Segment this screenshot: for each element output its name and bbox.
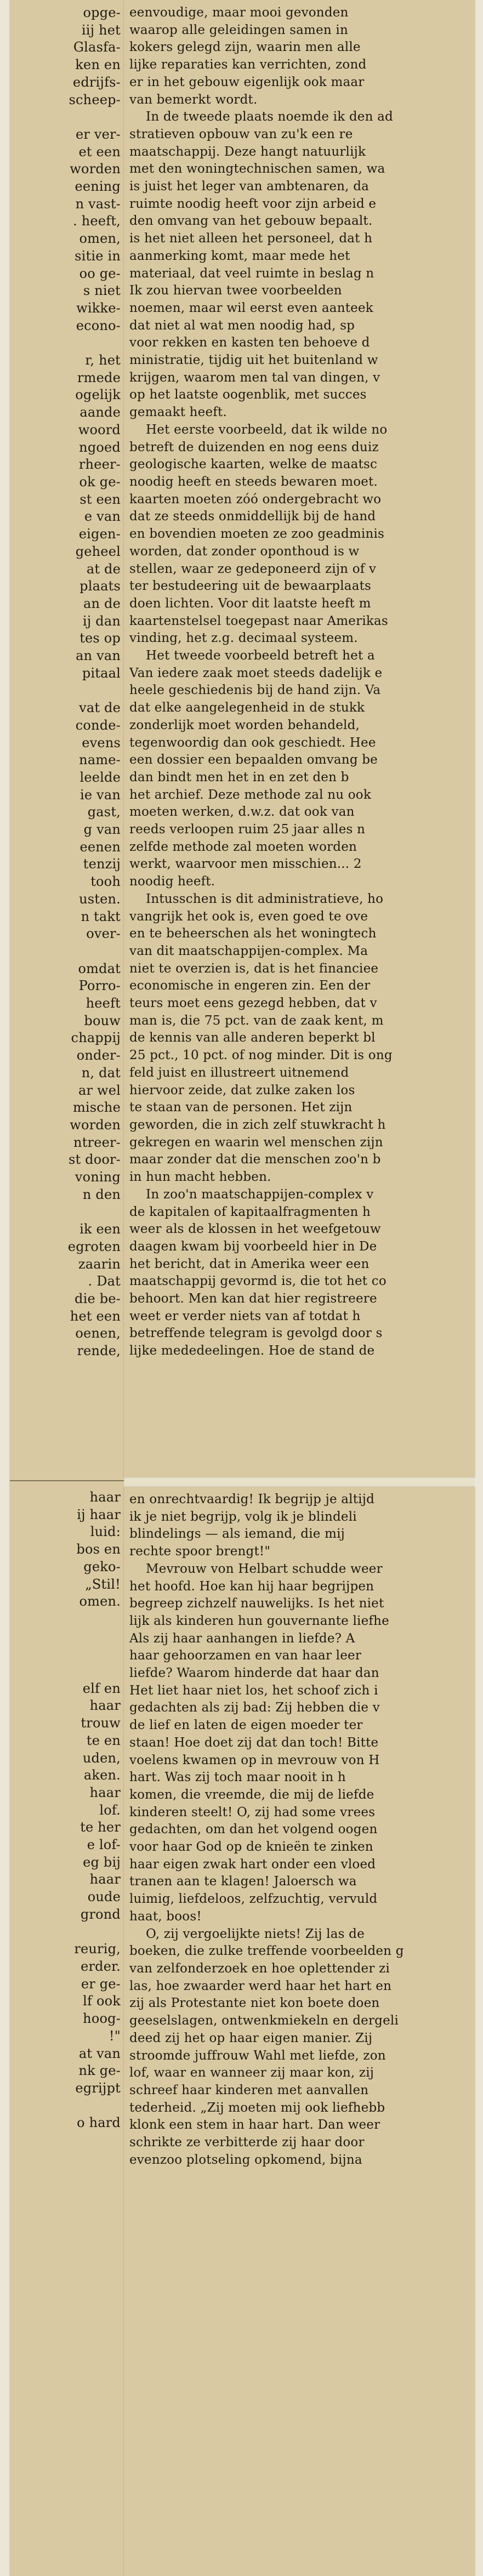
text-line: geologische kaarten, welke de maatsc <box>129 457 378 472</box>
text-line: rmede <box>77 369 121 385</box>
text-line: de kennis van alle anderen beperkt bl <box>129 1031 376 1045</box>
text-line: voelens kwamen op in mevrouw von H <box>129 1753 380 1767</box>
text-line: gedachten als zij bad: Zij hebben die v <box>129 1701 380 1715</box>
text-line: en onrechtvaardig! Ik begrijp je altijd <box>129 1492 374 1506</box>
text-line: In zoo'n maatschappijen-complex v <box>129 1187 374 1202</box>
text-line: man is, die 75 pct. van de zaak kent, m <box>129 1013 384 1028</box>
text-line: ie van <box>79 787 121 803</box>
text-line: reeds verloopen ruim 25 jaar alles n <box>129 822 366 837</box>
text-line: gedachten, om dan het volgend oogen <box>129 1822 378 1837</box>
text-line: Mevrouw von Helbart schudde weer <box>129 1561 383 1576</box>
text-line: ok ge- <box>79 474 121 490</box>
text-line <box>15 1924 121 1941</box>
text-line: aken. <box>83 1767 121 1783</box>
text-line: materiaal, dat veel ruimte in beslag n <box>129 266 374 281</box>
text-line: kokers gelegd zijn, waarin men alle <box>129 40 361 55</box>
text-line: tranen aan te klagen! Jaloersch wa <box>129 1874 357 1889</box>
text-line: name- <box>79 752 121 768</box>
text-line: is het niet alleen het personeel, dat h <box>129 231 373 246</box>
text-line: g van <box>83 822 121 838</box>
text-line <box>15 1628 121 1646</box>
text-line: nk ge- <box>78 2063 121 2079</box>
left-column-bottom <box>15 1489 121 2132</box>
text-line: tegenwoordig dan ook geschiedt. Hee <box>129 735 376 750</box>
text-line: liefde? Waarom hinderde dat haar dan <box>129 1666 379 1681</box>
text-line: behoort. Men kan dat hier registreere <box>129 1292 377 1306</box>
text-line: eening <box>75 179 121 195</box>
text-line: an de <box>83 595 121 611</box>
text-line: te staan van de personen. Het zijn <box>129 1100 353 1115</box>
text-line: conde- <box>75 717 121 733</box>
text-line: kaartenstelsel toegepast naar Amerikas <box>129 613 388 628</box>
text-line: at de <box>86 561 121 577</box>
text-line: st door- <box>68 1152 121 1168</box>
text-line: In de tweede plaats noemde ik den ad <box>129 110 393 124</box>
text-line: ij dan <box>82 613 121 629</box>
text-line: plaats <box>79 578 121 594</box>
text-line: haar <box>89 1489 121 1505</box>
text-line: weer als de klossen in het weefgetouw <box>129 1222 381 1237</box>
text-line: wikke- <box>76 300 121 316</box>
text-line: over- <box>86 926 121 942</box>
text-line: zonderlijk moet worden behandeld, <box>129 718 360 732</box>
text-line: van bemerkt wordt. <box>129 92 258 107</box>
text-line: woord <box>78 422 121 437</box>
text-line: eg bij <box>83 1854 121 1870</box>
text-line: Porro- <box>78 978 121 994</box>
text-line: weet er verder niets van af totdat h <box>129 1309 361 1323</box>
text-line: an van <box>76 648 121 664</box>
text-line: vinding, het z.g. decimaal systeem. <box>129 631 358 646</box>
text-line: oenen, <box>75 1326 121 1341</box>
text-line: op het laatste oogenblik, met succes <box>129 388 367 402</box>
text-line: n, dat <box>81 1065 121 1081</box>
text-line: ministratie, tijdig uit het buitenland w <box>129 353 378 368</box>
text-line: van dit maatschappijen-complex. Ma <box>129 943 368 958</box>
text-line: ruimte noodig heeft voor zijn arbeid e <box>129 196 377 211</box>
text-line: boeken, die zulke treffende voorbeelden g <box>129 1944 404 1959</box>
text-line: evens <box>82 735 121 750</box>
text-line: ken en <box>75 57 121 73</box>
text-line: tederheid. „Zij moeten mij ook liefhebb <box>129 2100 385 2115</box>
text-line: maar zonder dat die menschen zoo'n b <box>129 1152 381 1167</box>
text-line: die be- <box>75 1291 121 1307</box>
left-column-strip <box>10 0 124 2576</box>
text-line: Het liet haar niet los, het schoof zich i <box>129 1683 378 1698</box>
text-line: begreep zichzelf nauwelijks. Is het niet <box>129 1596 384 1611</box>
text-line: Het eerste voorbeeld, dat ik wilde no <box>129 422 388 437</box>
left-column-divider <box>10 1480 124 1481</box>
text-line: hiervoor zeide, dat zulke zaken los <box>129 1083 355 1097</box>
text-line: voor haar God op de knieën te zinken <box>129 1840 373 1855</box>
text-line: waarop alle geleidingen samen in <box>129 22 348 37</box>
text-line: aande <box>79 405 121 420</box>
text-line: worden <box>70 1117 121 1133</box>
text-line: geworden, die in zich zelf stuwkracht h <box>129 1118 386 1132</box>
text-line: grond <box>80 1906 121 1922</box>
text-line: omen, <box>79 231 121 247</box>
text-line: tooh <box>90 874 121 890</box>
article-clipping-part-2 <box>124 1487 475 2576</box>
text-line: schreef haar kinderen met aanvallen <box>129 2083 369 2097</box>
text-line: heeft <box>86 996 121 1011</box>
text-line: n takt <box>81 908 121 924</box>
article-part-2-text <box>129 1491 471 2169</box>
text-line <box>15 1663 121 1680</box>
text-line: economische in engeren zin. Een der <box>129 979 371 993</box>
article-clipping-part-1 <box>124 0 475 1477</box>
text-line: lijke reparaties kan verrichten, zond <box>129 58 367 72</box>
text-line: feld juist en illustreert uitnemend <box>129 1065 349 1080</box>
text-line: chappij <box>71 1030 121 1046</box>
text-line: haar <box>89 1698 121 1714</box>
text-line: ik een <box>79 1221 121 1237</box>
text-line: de lief en laten de eigen moeder ter <box>129 1718 363 1733</box>
text-line: sitie in <box>75 248 121 264</box>
text-line <box>15 334 121 352</box>
text-line: voning <box>75 1169 121 1185</box>
text-line: moeten werken, d.w.z. dat ook van <box>129 805 355 820</box>
text-line: e van <box>84 509 121 525</box>
text-line: voor rekken en kasten ten behoeve d <box>129 335 370 350</box>
text-line: tes op <box>79 630 121 646</box>
text-line: en bovendien moeten ze zoo geadminis <box>129 527 385 542</box>
text-line: evenzoo plotseling opkomend, bijna <box>129 2152 362 2167</box>
text-line: stellen, waar ze gedeponeerd zijn of v <box>129 561 377 576</box>
text-line: Als zij haar aanhangen in liefde? A <box>129 1631 355 1646</box>
text-line: ik je niet begrijp, volg ik je blindeli <box>129 1509 357 1524</box>
text-line: werkt, waarvoor men misschien... 2 <box>129 857 362 872</box>
text-line: stratieven opbouw van zu'k een re <box>129 127 353 141</box>
text-line <box>15 1204 121 1221</box>
text-line: iij het <box>81 22 121 38</box>
text-line: geeselslagen, ontwenkmiekeln en dergeli <box>129 2014 399 2028</box>
text-line: pitaal <box>82 665 121 681</box>
text-line: Van iedere zaak moet steeds dadelijk e <box>129 666 383 680</box>
text-line: ngoed <box>79 439 121 455</box>
text-line: . heeft, <box>73 213 121 229</box>
text-line: haar gehoorzamen en van haar leer <box>129 1648 362 1663</box>
text-line: et een <box>78 144 121 160</box>
text-line: mische <box>72 1100 121 1116</box>
text-line: . Dat <box>88 1273 121 1289</box>
text-line: bos en <box>76 1542 121 1557</box>
text-line: in hun macht hebben. <box>129 1170 271 1185</box>
text-line: elf en <box>82 1680 121 1696</box>
text-line: vangrijk het ook is, even goed te ove <box>129 909 368 924</box>
text-line: rechte spoor brengt!" <box>129 1544 271 1559</box>
text-line: Glasfa- <box>73 39 121 55</box>
text-line: is juist het leger van ambtenaren, da <box>129 179 370 194</box>
text-line: geko- <box>83 1559 121 1574</box>
text-line: reurig, <box>74 1941 121 1957</box>
text-line: den omvang van het gebouw bepaalt. <box>129 214 373 229</box>
text-line: worden <box>70 161 121 177</box>
text-line <box>15 1645 121 1663</box>
text-line: krijgen, waarom men tal van dingen, v <box>129 370 380 385</box>
text-line: geheel <box>75 543 121 559</box>
text-line: haar <box>89 1872 121 1887</box>
text-line: kinderen steelt! O, zij had some vrees <box>129 1805 376 1819</box>
text-line: er in het gebouw eigenlijk ook maar <box>129 75 365 89</box>
text-line: haat, boos! <box>129 1909 202 1924</box>
text-line: met den woningtechnischen samen, wa <box>129 162 385 177</box>
text-line: het een <box>70 1308 121 1324</box>
text-line: egroten <box>67 1238 121 1254</box>
text-line: egrijpt <box>75 2080 121 2096</box>
text-line <box>15 1611 121 1628</box>
text-line: aanmerking komt, maar mede het <box>129 248 350 263</box>
text-line: ij haar <box>77 1506 121 1522</box>
text-line: „Stil! <box>85 1576 121 1592</box>
text-line: stroomde juffrouw Wahl met liefde, zon <box>129 2048 386 2063</box>
text-line: omdat <box>78 960 121 976</box>
text-line: de kapitalen of kapitaalfragmenten h <box>129 1204 371 1219</box>
text-line: komen, die vreemde, die mij de liefde <box>129 1787 374 1802</box>
text-line: doen lichten. Voor dit laatste heeft m <box>129 596 371 611</box>
text-line: omen. <box>79 1594 121 1610</box>
text-line: lijk als kinderen hun gouvernante liefhe <box>129 1613 389 1628</box>
text-line: het archief. Deze methode zal nu ook <box>129 787 371 802</box>
text-line: lof. <box>99 1802 121 1818</box>
text-line: tenzij <box>83 856 121 872</box>
text-line: luid: <box>90 1524 121 1540</box>
text-line: e lof- <box>87 1837 121 1853</box>
text-line: eenvoudige, maar mooi gevonden <box>129 5 349 20</box>
text-line: erder. <box>81 1958 121 1974</box>
text-line: eenen <box>79 839 121 855</box>
text-line: trouw <box>81 1715 121 1731</box>
text-line: noodig heeft. <box>129 874 215 889</box>
text-line: en te beheerschen als het woningtech <box>129 926 377 941</box>
text-line: gemaakt heeft. <box>129 405 227 420</box>
text-line: r, het <box>85 352 121 368</box>
text-line: noodig heeft en steeds bewaren moet. <box>129 474 378 489</box>
clipping-gap <box>124 1479 475 1486</box>
text-line: kaarten moeten zóó ondergebracht wo <box>129 492 382 507</box>
text-line: dat elke aangelegenheid in de stukk <box>129 701 365 715</box>
text-line: vat de <box>79 700 121 716</box>
text-line: haar eigen zwak hart onder een vloed <box>129 1857 376 1872</box>
text-line: er ge- <box>81 1976 121 1992</box>
text-line: het bericht, dat in Amerika weer een <box>129 1256 370 1271</box>
text-line: Intusschen is dit administratieve, ho <box>129 891 384 906</box>
text-line: dat ze steeds onmiddellijk bij de hand <box>129 509 376 524</box>
text-line: hart. Was zij toch maar nooit in h <box>129 1770 346 1785</box>
text-line: zelfde methode zal moeten worden <box>129 839 357 854</box>
text-line: dat niet al wat men noodig had, sp <box>129 318 355 333</box>
text-line: te en <box>86 1732 121 1748</box>
text-line: lof, waar en wanneer zij maar kon, zij <box>129 2066 374 2080</box>
text-line: betreffende telegram is gevolgd door s <box>129 1326 383 1341</box>
text-line: onder- <box>76 1048 121 1064</box>
text-line: klonk een stem in haar hart. Dan weer <box>129 2118 380 2133</box>
text-line: van zelfonderzoek en hoe oplettender zi <box>129 1961 390 1976</box>
text-line: betreft de duizenden en nog eens duiz <box>129 440 379 454</box>
text-line: !" <box>109 2028 121 2044</box>
text-line: gast, <box>87 804 121 820</box>
article-part-1-text <box>129 4 471 1360</box>
text-line: econo- <box>76 317 121 333</box>
text-line: ntreer- <box>73 1134 121 1150</box>
text-line: oude <box>87 1889 121 1905</box>
text-line: n den <box>82 1186 121 1202</box>
text-line: ogelijk <box>75 387 121 403</box>
text-line: at van <box>78 2045 121 2061</box>
text-line: leelde <box>79 769 121 785</box>
text-line: scheep- <box>69 92 121 107</box>
text-line: st een <box>79 491 121 507</box>
text-line: dan bindt men het in en zet den b <box>129 770 349 784</box>
text-line: rende, <box>77 1343 121 1359</box>
text-line: schrikte ze verbitterde zij haar door <box>129 2135 365 2150</box>
text-line: teurs moet eens gezegd hebben, dat v <box>129 996 377 1011</box>
text-line <box>15 943 121 960</box>
text-line: een dossier een bepaalden omvang be <box>129 753 378 767</box>
text-line: rheer- <box>78 457 121 473</box>
text-line: haar <box>89 1784 121 1800</box>
text-line: o hard <box>77 2115 121 2131</box>
text-line: opge- <box>83 5 121 20</box>
text-line: staan! Hoe doet zij dat dan toch! Bitte <box>129 1735 379 1750</box>
text-line: uden, <box>82 1750 121 1766</box>
text-line: worden, dat zonder oponthoud is w <box>129 544 360 559</box>
text-line: O, zij vergoelijkte niets! Zij las de <box>129 1926 365 1941</box>
text-line: zaarin <box>78 1256 121 1272</box>
text-line: ter bestudeering uit de bewaarplaats <box>129 579 372 594</box>
text-line: las, hoe zwaarder werd haar het hart en <box>129 1978 392 1993</box>
text-line: Ik zou hiervan twee voorbeelden <box>129 283 342 298</box>
text-line: hoog- <box>83 2011 121 2027</box>
text-line: s niet <box>83 283 121 299</box>
text-line: n vast- <box>75 196 121 212</box>
text-line: zij als Protestante niet kon boete doen <box>129 1996 380 2011</box>
text-line <box>15 682 121 700</box>
text-line: usten. <box>79 891 121 907</box>
text-line: daagen kwam bij voorbeeld hier in De <box>129 1239 377 1254</box>
text-line: lf ook <box>83 1993 121 2009</box>
text-line: oo ge- <box>79 265 121 281</box>
text-line: te her <box>80 1819 121 1835</box>
text-line: maatschappij gevormd is, die tot het co <box>129 1274 387 1289</box>
text-line: ar wel <box>78 1082 121 1098</box>
text-line: het hoofd. Hoe kan hij haar begrijpen <box>129 1579 374 1594</box>
text-line: gekregen en waarin wel menschen zijn <box>129 1135 383 1150</box>
text-line: er ver- <box>75 126 121 142</box>
text-line: niet te overzien is, dat is het financiee <box>129 961 379 976</box>
text-line: lijke mededeelingen. Hoe de stand de <box>129 1344 375 1358</box>
text-line: blindelings — als iemand, die mij <box>129 1527 345 1542</box>
text-line: bouw <box>84 1013 121 1028</box>
text-line: edrijfs- <box>72 74 121 90</box>
text-line: luimig, liefdeloos, zelfzuchtig, vervuld <box>129 1892 378 1907</box>
text-line <box>15 2097 121 2115</box>
text-line: maatschappij. Deze hangt natuurlijk <box>129 144 366 159</box>
text-line: heele geschiedenis bij de hand zijn. Va <box>129 683 381 698</box>
text-line: 25 pct., 10 pct. of nog minder. Dit is ong <box>129 1048 393 1063</box>
text-line: Het tweede voorbeeld betreft het a <box>129 649 375 663</box>
left-column-top <box>15 4 121 1360</box>
text-line: deed zij het op haar eigen manier. Zij <box>129 2031 373 2045</box>
text-line <box>15 109 121 126</box>
text-line: eigen- <box>78 526 121 542</box>
text-line: noemen, maar wil eerst even aanteek <box>129 300 373 315</box>
